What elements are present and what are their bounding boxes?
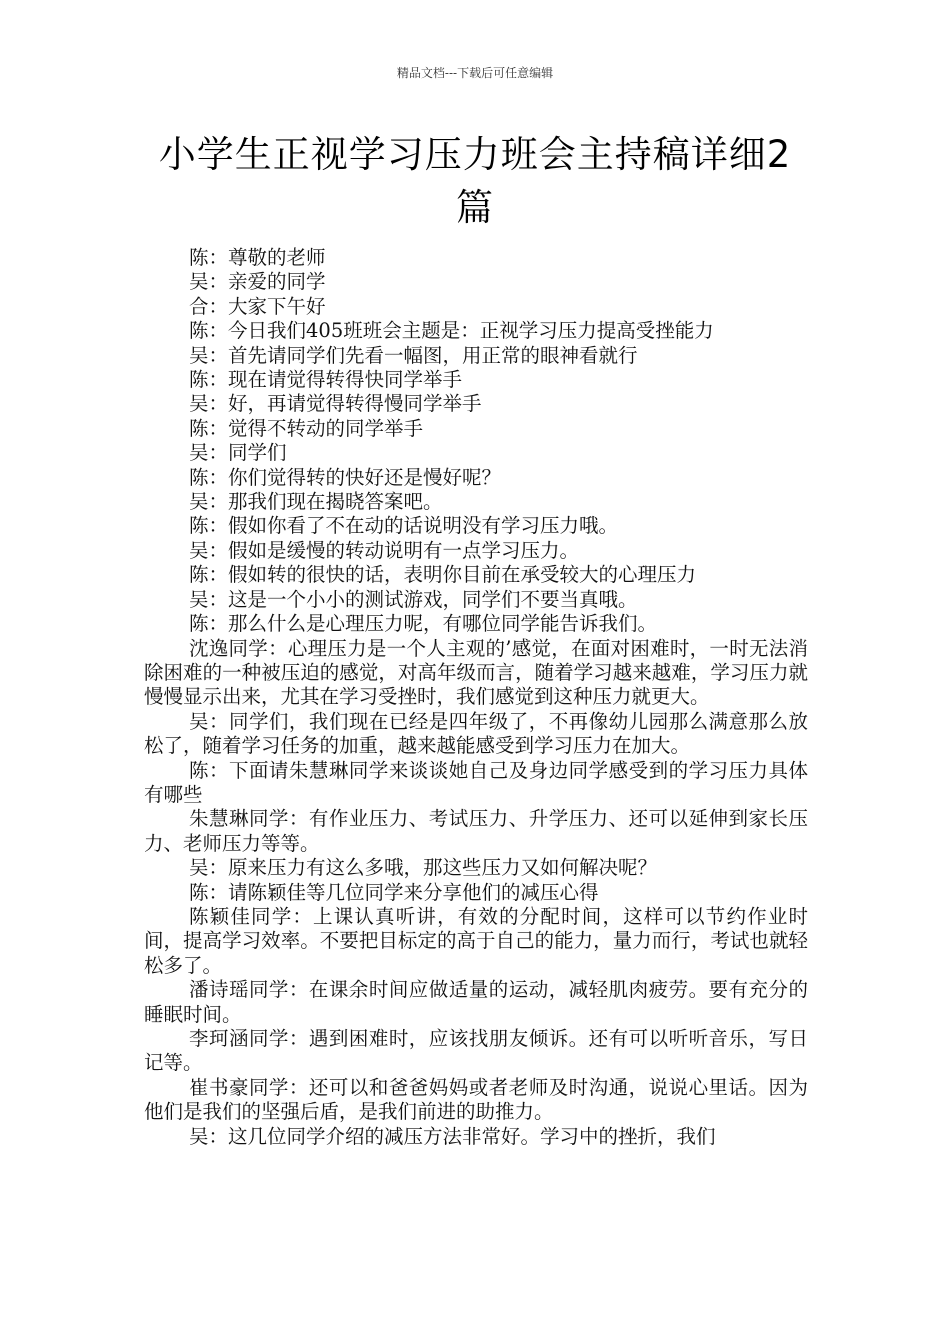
paragraph: 吴：假如是缓慢的转动说明有一点学习压力。: [189, 538, 580, 562]
paragraph: 陈：现在请觉得转得快同学举手: [189, 368, 463, 392]
paragraph: 陈：尊敬的老师: [189, 246, 326, 269]
paragraph: 陈：你们觉得转的快好还是慢好呢？: [189, 465, 502, 489]
paragraph: 李珂涵同学：遇到困难时，应该找朋友倾诉。还有可以听听音乐，写日记等。: [144, 1027, 808, 1075]
paragraph: 陈颖佳同学：上课认真听讲，有效的分配时间，这样可以节约作业时间，提高学习效率。不要把目标定的高于自己的能力，量力而行，考试也就轻松多了。: [144, 904, 808, 977]
paragraph: 陈：今日我们405班班会主题是：正视学习压力提高受挫能力: [189, 319, 714, 343]
paragraph: 吴：这几位同学介绍的减压方法非常好。学习中的挫折，我们: [189, 1124, 716, 1148]
paragraph: 吴：这是一个小小的测试游戏，同学们不要当真哦。: [189, 587, 638, 611]
document-body: [144, 246, 808, 1149]
paragraph: 陈：假如你看了不在动的话说明没有学习压力哦。: [189, 514, 619, 538]
paragraph: 潘诗瑶同学：在课余时间应做适量的运动，减轻肌肉疲劳。要有充分的睡眠时间。: [144, 978, 808, 1026]
paragraph: 吴：亲爱的同学: [189, 270, 326, 294]
paragraph: 朱慧琳同学：有作业压力、考试压力、升学压力、还可以延伸到家长压力、老师压力等等。: [144, 807, 808, 855]
paragraph: 陈：下面请朱慧琳同学来谈谈她自己及身边同学感受到的学习压力具体有哪些: [144, 758, 808, 806]
paragraph: 崔书豪同学：还可以和爸爸妈妈或者老师及时沟通，说说心里话。因为他们是我们的坚强后盾，是我们前进的助推力。: [144, 1075, 808, 1124]
paragraph: 陈：那么什么是心理压力呢，有哪位同学能告诉我们。: [189, 612, 658, 636]
paragraph: 陈：觉得不转动的同学举手: [189, 416, 424, 440]
page-header: 精品文档---下载后可任意编辑: [396, 66, 554, 80]
paragraph: 吴：同学们: [189, 441, 287, 465]
paragraph: 吴：那我们现在揭晓答案吧。: [189, 490, 443, 514]
paragraph: 吴：原来压力有这么多哦，那这些压力又如何解决呢？: [189, 856, 658, 880]
paragraph: 陈：假如转的很快的话，表明你目前在承受较大的心理压力: [189, 563, 697, 587]
paragraph: 沈逸同学：心理压力是一个人主观的’感觉，在面对困难时，一时无法消除困难的一种被压迫的感觉，对高年级而言，随着学习越来越难，学习压力就慢慢显示出来，尤其在学习受挫时，我们感觉到这种压力就更大。: [144, 636, 808, 709]
paragraph: 吴：首先请同学们先看一幅图，用正常的眼神看就行: [189, 343, 638, 367]
paragraph: 吴：同学们，我们现在已经是四年级了，不再像幼儿园那么满意那么放松了，随着学习任务的加重，越来越能感受到学习压力在加大。: [144, 709, 808, 758]
document-title: 小学生正视学习压力班会主持稿详细2篇: [158, 133, 792, 229]
paragraph: 吴：好，再请觉得转得慢同学举手: [189, 392, 482, 416]
paragraph: 合：大家下午好: [189, 294, 326, 318]
paragraph: 陈：请陈颖佳等几位同学来分享他们的减压心得: [189, 880, 599, 904]
